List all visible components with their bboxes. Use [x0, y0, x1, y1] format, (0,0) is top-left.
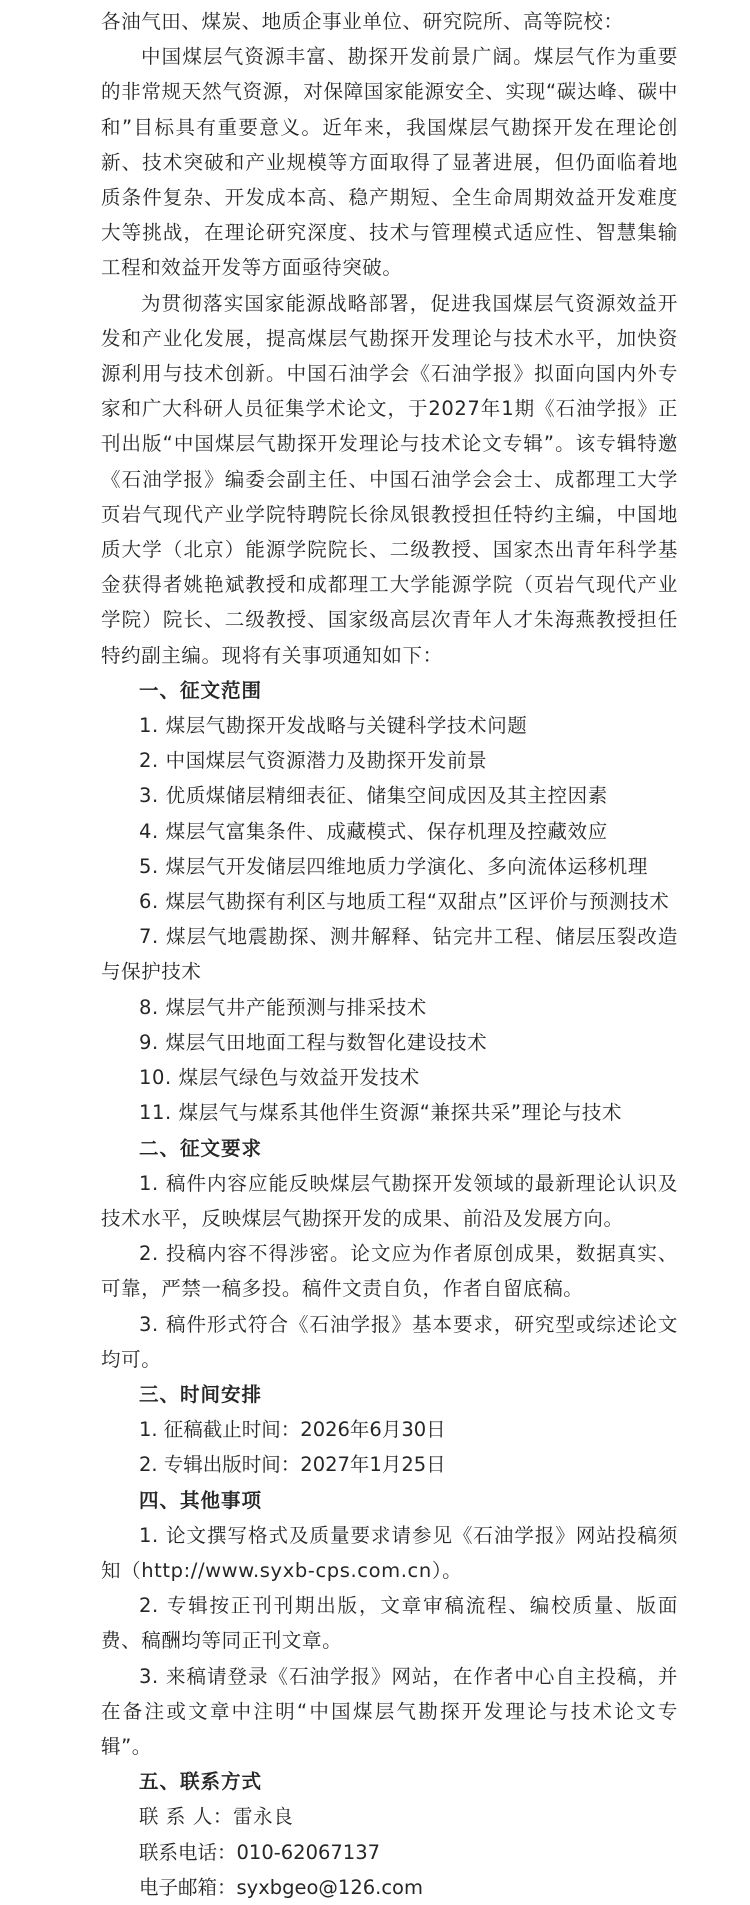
scope-item: 10. 煤层气绿色与效益开发技术 — [139, 1066, 420, 1090]
recipients-line: 各油气田、煤炭、地质企事业单位、研究院所、高等院校： — [101, 10, 624, 33]
other-item: 2. 专辑按正刊刊期出版，文章审稿流程、编校质量、版面费、稿酬均等同正刊文章。 — [101, 1594, 678, 1653]
section-requirements-title: 二、征文要求 — [139, 1136, 263, 1160]
contact-person: 联 系 人：雷永良 — [139, 1805, 294, 1829]
scope-item: 1. 煤层气勘探开发战略与关键科学技术问题 — [139, 714, 528, 738]
contact-email: 电子邮箱：syxbgeo@126.com — [139, 1875, 423, 1899]
scope-item: 11. 煤层气与煤系其他伴生资源“兼探共采”理论与技术 — [139, 1101, 623, 1125]
contact-phone: 联系电话：010-62067137 — [139, 1840, 381, 1864]
requirement-item: 3. 稿件形式符合《石油学报》基本要求，研究型或综述论文均可。 — [101, 1312, 678, 1371]
schedule-item: 2. 专辑出版时间：2027年1月25日 — [139, 1453, 446, 1477]
scope-item: 4. 煤层气富集条件、成藏模式、保存机理及控藏效应 — [139, 819, 608, 843]
background-paragraph: 中国煤层气资源丰富、勘探开发前景广阔。煤层气作为重要的非常规天然气资源，对保障国家能源安全、实现“碳达峰、碳中和”目标具有重要意义。近年来，我国煤层气勘探开发在理论创新、技术突破和产业规模等方面取得了显著进展，但仍面临着地质条件复杂、开发成本高、稳产期短、全生命周期效益开发难度大等挑战，在理论研究深度、技术与管理模式适应性、智慧集输工程和效益开发等方面亟待突破。 — [101, 45, 678, 280]
section-schedule-title: 三、时间安排 — [139, 1382, 263, 1406]
other-item: 1. 论文撰写格式及质量要求请参见《石油学报》网站投稿须知（http://www.syxb-cps.com.cn）。 — [101, 1523, 678, 1582]
other-item: 3. 来稿请登录《石油学报》网站，在作者中心自主投稿，并在备注或文章中注明“中国煤层气勘探开发理论与技术论文专辑”。 — [101, 1664, 678, 1758]
section-scope-title: 一、征文范围 — [139, 678, 263, 702]
scope-item: 3. 优质煤储层精细表征、储集空间成因及其主控因素 — [139, 784, 608, 808]
requirement-item: 1. 稿件内容应能反映煤层气勘探开发领域的最新理论认识及技术水平，反映煤层气勘探开发的成果、前沿及发展方向。 — [101, 1171, 678, 1230]
section-contact-title: 五、联系方式 — [139, 1770, 263, 1794]
scope-item: 5. 煤层气开发储层四维地质力学演化、多向流体运移机理 — [139, 854, 649, 878]
announcement-paragraph: 为贯彻落实国家能源战略部署，促进我国煤层气资源效益开发和产业化发展，提高煤层气勘探开发理论与技术水平，加快资源利用与技术创新。中国石油学会《石油学报》拟面向国内外专家和广大科研人员征集学术论文，于2027年1期《石油学报》正刊出版“中国煤层气勘探开发理论与技术论文专辑”。该专辑特邀《石油学报》编委会副主任、中国石油学会会士、成都理工大学页岩气现代产业学院特聘院长徐凤银教授担任特约主编，中国地质大学（北京）能源学院院长、二级教授、国家杰出青年科学基金获得者姚艳斌教授和成都理工大学能源学院（页岩气现代产业学院）院长、二级教授、国家级高层次青年人才朱海燕教授担任特约副主编。现将有关事项通知如下： — [101, 291, 678, 667]
scope-item: 9. 煤层气田地面工程与数智化建设技术 — [139, 1030, 488, 1054]
schedule-item: 1. 征稿截止时间：2026年6月30日 — [139, 1418, 446, 1442]
scope-item: 6. 煤层气勘探有利区与地质工程“双甜点”区评价与预测技术 — [139, 890, 670, 914]
scope-item: 8. 煤层气井产能预测与排采技术 — [139, 995, 427, 1019]
requirement-item: 2. 投稿内容不得涉密。论文应为作者原创成果，数据真实、可靠，严禁一稿多投。稿件文责自负，作者自留底稿。 — [101, 1242, 678, 1301]
section-other-title: 四、其他事项 — [139, 1488, 263, 1512]
scope-item: 7. 煤层气地震勘探、测井解释、钻完井工程、储层压裂改造与保护技术 — [101, 925, 678, 984]
scope-item: 2. 中国煤层气资源潜力及勘探开发前景 — [139, 749, 488, 773]
